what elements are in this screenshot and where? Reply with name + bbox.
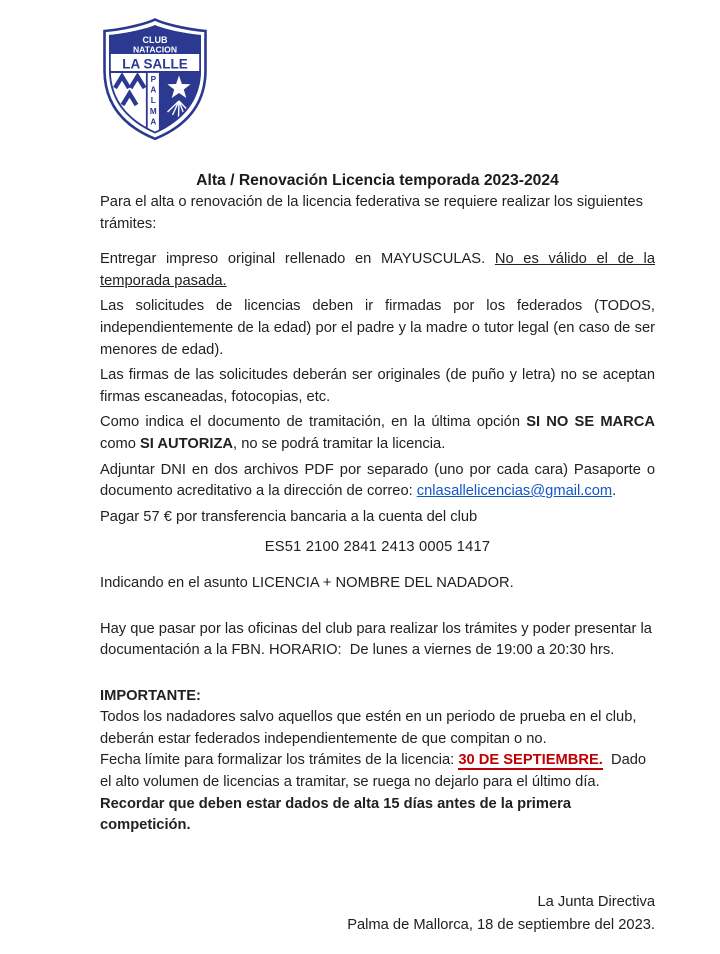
paragraph-adjuntar-dni bbox=[100, 460, 655, 503]
logo-natacion-text: NATACION bbox=[132, 44, 178, 55]
federados-obligatorio-text: Todos los nadadores salvo aquellos que estén en un periodo de prueba en el club, deberán estar federados independientemente de que compitan o no. bbox=[100, 709, 637, 747]
paragraph-fecha-limite bbox=[100, 750, 655, 793]
paragraph-documento-tramitacion bbox=[100, 412, 655, 455]
iban-line: ES51 2100 2841 2413 0005 1417 bbox=[264, 539, 491, 556]
svg-text:A: A bbox=[150, 85, 157, 95]
documento-tramitacion-text: como bbox=[100, 435, 140, 452]
important-block bbox=[100, 707, 655, 837]
paragraph-recordar-alta bbox=[100, 794, 655, 837]
fecha-limite-text: 30 DE SEPTIEMBRE. bbox=[458, 752, 603, 769]
solicitudes-firmadas-text: Las solicitudes de licencias deben ir firmadas por los federados (TODOS, independientemente de la edad) por el padre y la madre o tutor legal (en caso de ser menores de edad). bbox=[100, 298, 655, 358]
svg-text:P: P bbox=[150, 75, 157, 84]
document-title: Alta / Renovación Licencia temporada 2023-2024 bbox=[196, 172, 559, 189]
entregar-impreso-text: No es válido el de la temporada pasada. bbox=[100, 251, 655, 289]
documento-tramitacion-text: SI AUTORIZA bbox=[140, 435, 234, 452]
logo-club-text: CLUB bbox=[142, 35, 168, 45]
documento-tramitacion-text: Como indica el documento de tramitación, en la última opción bbox=[100, 414, 527, 431]
club-logo bbox=[100, 18, 210, 140]
paragraph-solicitudes-firmadas bbox=[100, 296, 655, 361]
signature-line: La Junta Directiva bbox=[537, 893, 655, 910]
signature-block bbox=[100, 892, 655, 937]
important-heading: IMPORTANTE: bbox=[100, 687, 201, 704]
adjuntar-dni-text: . bbox=[612, 483, 617, 500]
recordar-alta-text: Recordar que deben estar dados de alta 15 días antes de la primera competición. bbox=[100, 795, 571, 834]
paragraph-firmas-originales bbox=[100, 365, 655, 408]
logo-banner-text: LA SALLE bbox=[122, 56, 188, 72]
paragraph-federados-obligatorio bbox=[100, 707, 655, 750]
svg-text:A: A bbox=[150, 117, 157, 127]
documento-tramitacion-text: , no se podrá tramitar la licencia. bbox=[233, 435, 446, 452]
office-hours-paragraph: Hay que pasar por las oficinas del club para realizar los trámites y poder presentar la documentación a la FBN. HORARIO: De lunes a viernes de 19:00 a 20:30 hrs. bbox=[100, 620, 652, 659]
fecha-limite-text: Fecha límite para formalizar los trámites de la licencia: bbox=[100, 752, 459, 769]
email-link[interactable]: cnlasallelicencias@gmail.com bbox=[416, 483, 613, 500]
fecha-limite-text: Dado el alto volumen de licencias a tramitar, se ruega no dejarlo para el último día. bbox=[100, 752, 647, 791]
svg-text:M: M bbox=[149, 106, 157, 116]
svg-text:L: L bbox=[150, 96, 156, 106]
documento-tramitacion-text: SI NO SE MARCA bbox=[526, 414, 655, 431]
paragraph-entregar-impreso bbox=[100, 249, 655, 292]
adjuntar-dni-text: Adjuntar DNI en dos archivos PDF por separado (uno por cada cara) Pasaporte o documento acreditativo a la dirección de correo: bbox=[100, 461, 655, 500]
place-date-line: Palma de Mallorca, 18 de septiembre del 2023. bbox=[347, 917, 655, 934]
subject-line: Indicando en el asunto LICENCIA + NOMBRE DEL NADADOR. bbox=[100, 574, 514, 591]
entregar-impreso-text: Entregar impreso original rellenado en MAYUSCULAS. bbox=[100, 251, 495, 268]
intro-paragraph: Para el alta o renovación de la licencia federativa se requiere realizar los siguientes trámites: bbox=[100, 194, 643, 232]
paragraph-pagar-transferencia bbox=[100, 507, 655, 529]
procedures-block bbox=[100, 249, 655, 528]
firmas-originales-text: Las firmas de las solicitudes deberán ser originales (de puño y letra) no se aceptan firmas escaneadas, fotocopias, etc. bbox=[100, 367, 655, 405]
pagar-transferencia-text: Pagar 57 € por transferencia bancaria a la cuenta del club bbox=[100, 508, 478, 525]
